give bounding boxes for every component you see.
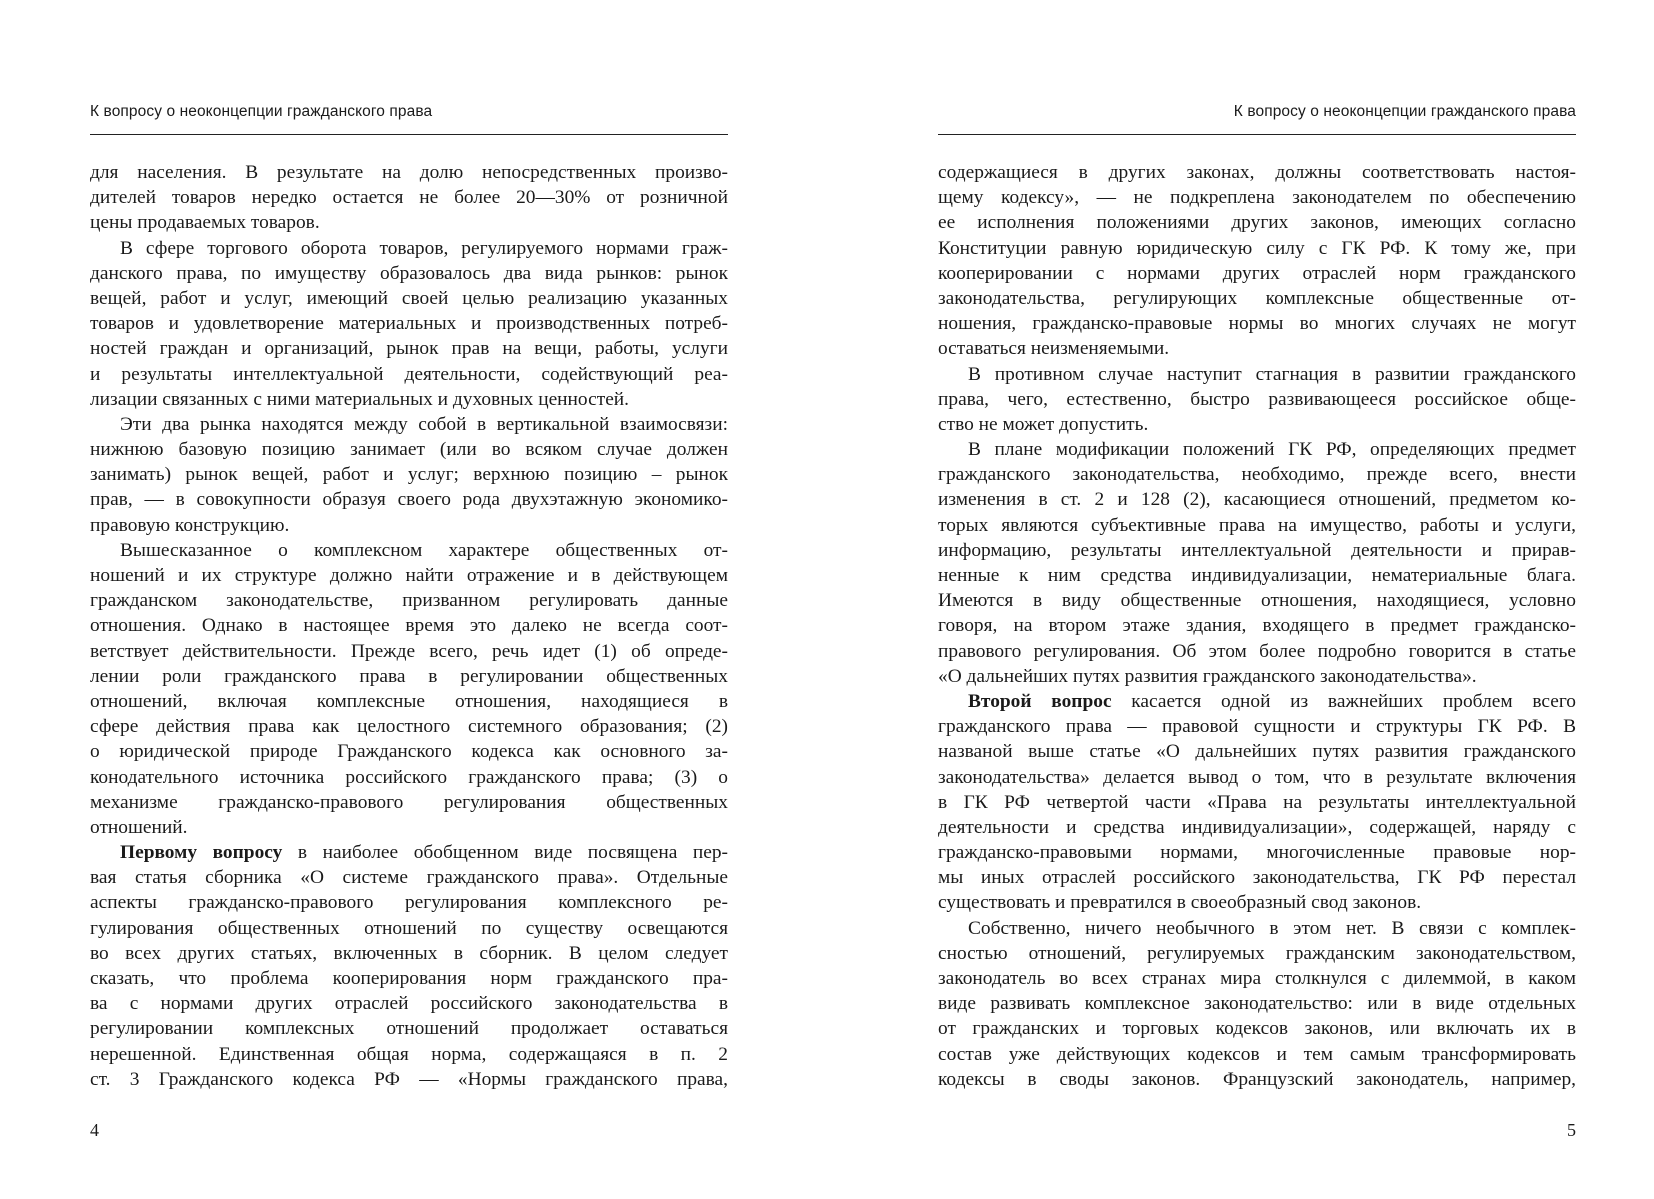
text-line: кооперировании с нормами других отраслей норм гражданского [938, 262, 1576, 284]
text-line: дителей товаров нередко остается не более 20—30% от розничной [90, 187, 728, 209]
text-line: ство не может допустить. [938, 413, 1149, 435]
text-line: лении роли гражданского права в регулировании общественных [90, 665, 728, 687]
text-line: конодательного источника российского гражданского права; (3) о [90, 766, 728, 788]
text-line: лизации связанных с ними материальных и духовных ценностей. [90, 388, 630, 410]
text-line: ст. 3 Гражданского кодекса РФ — «Нормы гражданского права, [90, 1068, 728, 1090]
text-line: законодатель во всех странах мира столкнулся с дилеммой, в каком [938, 968, 1576, 989]
text-line: для населения. В результате на долю непосредственных произво- [90, 162, 728, 183]
text-line: аспекты гражданско-правового регулирования комплексного ре- [90, 892, 728, 914]
left-page [90, 0, 728, 1199]
text-line: торых являются субъективные права на имущество, работы и услуги, [938, 514, 1576, 536]
text-line: гражданского законодательства, необходимо, прежде всего, внести [938, 464, 1576, 486]
text-line: от гражданских и торговых кодексов законов, или включать их в [938, 1018, 1576, 1040]
text-line: информацию, результаты интеллектуальной деятельности и прирав- [938, 539, 1576, 561]
text-line: оставаться неизменяемыми. [938, 338, 1170, 360]
text-run: в наиболее обобщенном виде посвящена пер- [282, 842, 728, 864]
header-rule [938, 134, 1576, 135]
text-line: состав уже действующих кодексов и тем самым трансформировать [938, 1043, 1576, 1065]
right-page [938, 0, 1576, 1199]
bold-lead: Первому вопросу [120, 842, 283, 864]
text-line: изменения в ст. 2 и 128 (2), касающиеся отношений, предметом ко- [938, 489, 1576, 511]
text-line: В сфере торгового оборота товаров, регулируемого нормами граж- [120, 237, 728, 259]
text-line: ненные к ним средства индивидуализации, нематериальные блага. [938, 565, 1576, 586]
running-head: К вопросу о неоконцепции гражданского права [90, 103, 433, 120]
text-line: во всех других статьях, включенных в сборник. В целом следует [90, 942, 728, 964]
text-line: занимать) рынок вещей, работ и услуг; верхнюю позицию – рынок [90, 464, 728, 486]
text-line: говоря, на втором этаже здания, входящего в предмет гражданско- [938, 615, 1576, 637]
text-line: мы иных отраслей российского законодательства, ГК РФ перестал [938, 867, 1576, 889]
text-line: названой выше статье «О дальнейших путях развития гражданского [938, 741, 1576, 763]
text-line: Вышесказанное о комплексном характере общественных от- [120, 539, 728, 561]
text-line: сказать, что проблема кооперирования норм гражданского пра- [90, 968, 728, 989]
text-line: цены продаваемых товаров. [90, 212, 320, 234]
text-line: вещей, работ и услуг, имеющий своей целью реализацию указанных [90, 287, 728, 309]
text-line: Собственно, ничего необычного в этом нет. В связи с комплек- [968, 917, 1576, 939]
text-line [938, 689, 1576, 714]
text-line: вая статья сборника «О системе гражданского права». Отдельные [90, 867, 728, 889]
text-line: данского права, по имуществу образовалось два вида рынков: рынок [90, 262, 728, 284]
text-line: Имеются в виду общественные отношения, находящиеся, условно [938, 590, 1576, 612]
text-line: В противном случае наступит стагнация в развитии гражданского [968, 363, 1576, 385]
text-line: и результаты интеллектуальной деятельности, содействующий реа- [90, 363, 728, 385]
text-line: деятельности и средства индивидуализации», содержащей, наряду с [938, 816, 1576, 838]
text-line: правового регулирования. Об этом более подробно говорится в статье [938, 640, 1576, 662]
header-rule [90, 134, 728, 135]
page-number: 4 [90, 1120, 99, 1140]
text-line: щему кодексу», — не подкреплена законодателем по обеспечению [938, 187, 1576, 209]
text-line: отношений, включая комплексные отношения, находящиеся в [90, 690, 728, 712]
text-line: ностей граждан и организаций, рынок прав на вещи, работы, услуги [90, 338, 728, 360]
text-line: правовую конструкцию. [90, 514, 290, 536]
running-head: К вопросу о неоконцепции гражданского права [1233, 103, 1576, 120]
text-line: В плане модификации положений ГК РФ, определяющих предмет [968, 439, 1576, 461]
text-line: ее исполнения положениями других законов, имеющих согласно [938, 212, 1576, 234]
text-line: законодательства, регулирующих комплексные общественные от- [938, 287, 1576, 309]
text-line: механизме гражданско-правового регулирования общественных [90, 791, 728, 813]
text-line: права, чего, естественно, быстро развивающееся российское обще- [938, 388, 1576, 410]
text-line: отношений. [90, 816, 188, 838]
text-line: ношения, гражданско-правовые нормы во многих случаях не могут [938, 313, 1576, 335]
text-line: кодексы в своды законов. Французский законодатель, например, [938, 1068, 1576, 1090]
text-line: «О дальнейших путях развития гражданского законодательства». [938, 665, 1477, 687]
text-line: виде развивать комплексное законодательство: или в виде отдельных [938, 993, 1576, 1015]
text-line: законодательства» делается вывод о том, что в результате включения [938, 766, 1576, 788]
text-line: сностью отношений, регулируемых гражданским законодательством, [938, 942, 1576, 964]
text-line: нижнюю базовую позицию занимает (или во всяком случае должен [90, 439, 728, 461]
text-run: касается одной из важнейших проблем всего [1111, 690, 1576, 712]
text-line: Конституции равную юридическую силу с ГК РФ. К тому же, при [938, 237, 1576, 259]
bold-lead: Второй вопрос [968, 690, 1112, 712]
body-text [938, 160, 1576, 1092]
text-line: существовать и превратился в своеобразный свод законов. [938, 892, 1422, 914]
text-line: гражданском законодательстве, призванном регулировать данные [90, 590, 728, 612]
body-text [90, 160, 728, 1092]
text-line: прав, — в совокупности образуя своего рода двухэтажную экономико- [90, 489, 728, 511]
text-line: ветствует действительности. Прежде всего, речь идет (1) об опреде- [90, 640, 728, 662]
text-line: нерешенной. Единственная общая норма, содержащаяся в п. 2 [90, 1043, 728, 1065]
text-line: Эти два рынка находятся между собой в вертикальной взаимосвязи: [120, 413, 728, 435]
text-line: ва с нормами других отраслей российского законодательства в [90, 993, 728, 1015]
text-line: сфере действия права как целостного системного образования; (2) [90, 716, 728, 738]
text-line: товаров и удовлетворение материальных и производственных потреб- [90, 313, 728, 335]
text-line: гулирования общественных отношений по существу освещаются [90, 917, 728, 939]
page-number: 5 [1567, 1120, 1576, 1140]
text-line: гражданского права — правовой сущности и структуры ГК РФ. В [938, 716, 1576, 738]
text-line: содержащиеся в других законах, должны соответствовать настоя- [938, 162, 1576, 183]
text-line: в ГК РФ четвертой части «Права на результаты интеллектуальной [938, 791, 1576, 813]
text-line: отношения. Однако в настоящее время это далеко не всегда соот- [90, 615, 728, 637]
text-line [90, 840, 728, 865]
text-line: о юридической природе Гражданского кодекса как основного за- [90, 741, 728, 763]
text-line: ношений и их структуре должно найти отражение и в действующем [90, 565, 728, 586]
text-line: гражданско-правовыми нормами, многочисленные правовые нор- [938, 842, 1576, 864]
text-line: регулировании комплексных отношений продолжает оставаться [90, 1018, 728, 1040]
